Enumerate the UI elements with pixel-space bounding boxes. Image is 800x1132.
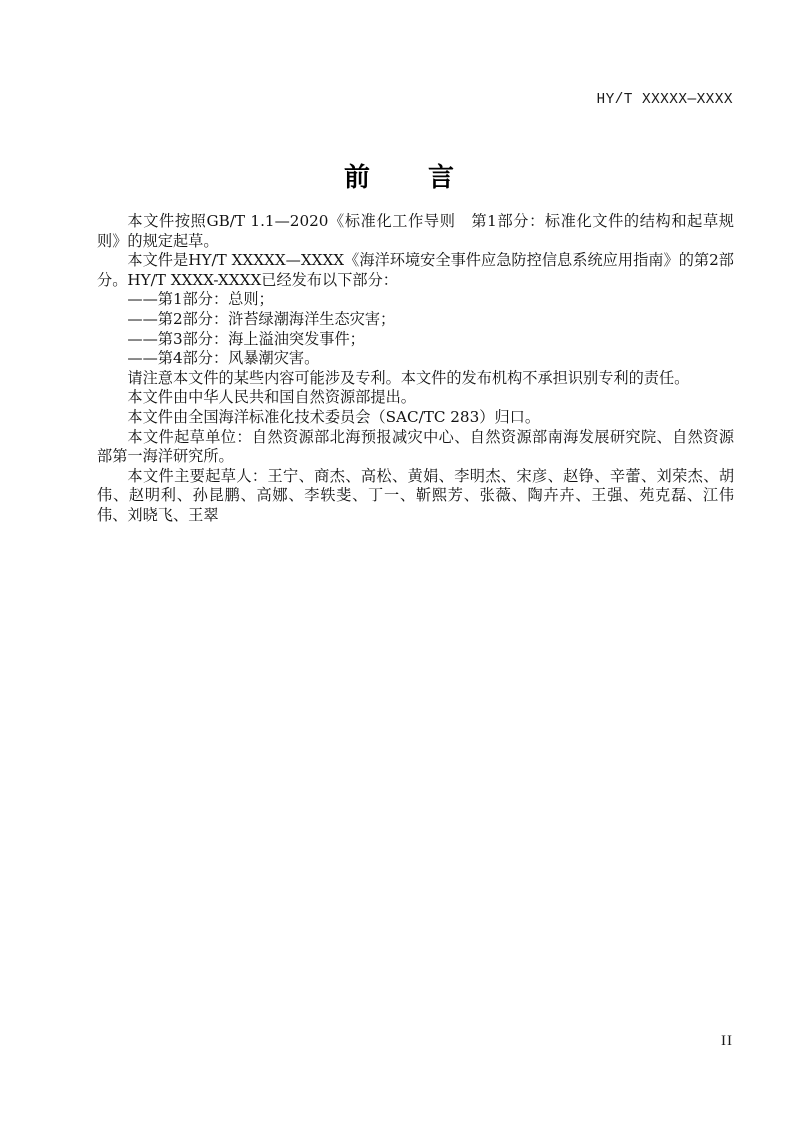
paragraph-drafting-organizations: 本文件起草单位：自然资源部北海预报减灾中心、自然资源部南海发展研究院、自然资源部第一海洋研究所。 [97,427,734,466]
page-header-standard-code: HY/T XXXXX—XXXX [596,92,733,108]
list-item: ——第1部分：总则； [127,290,274,309]
list-item: ——第3部分：海上溢油突发事件； [127,329,365,348]
paragraph-administered-by: 本文件由全国海洋标准化技术委员会（SAC/TC 283）归口。 [127,407,541,426]
paragraph-proposed-by: 本文件由中华人民共和国自然资源部提出。 [127,388,416,407]
foreword-body [97,212,734,526]
list-item: ——第2部分：浒苔绿潮海洋生态灾害； [127,309,396,328]
parts-list [97,290,734,368]
paragraph-series-intro: 本文件是HY/T XXXXX—XXXX《海洋环境安全事件应急防控信息系统应用指南》的第2部分。HY/T XXXX-XXXX已经发布以下部分： [97,251,734,289]
list-item: ——第4部分：风暴潮灾害。 [127,349,320,368]
paragraph-drafting-rules: 本文件按照GB/T 1.1—2020《标准化工作导则 第1部分：标准化文件的结构和起草规则》的规定起草。 [97,212,734,250]
page-number: II [721,1033,733,1049]
paragraph-main-drafters: 本文件主要起草人：王宁、商杰、高松、黄娟、李明杰、宋彦、赵铮、辛蕾、刘荣杰、胡伟、赵明利、孙昆鹏、高娜、李轶斐、丁一、靳熙芳、张薇、陶卉卉、王强、苑克磊、江伟伟、刘晓飞、王翠 [97,466,734,524]
paragraph-patent-notice: 请注意本文件的某些内容可能涉及专利。本文件的发布机构不承担识别专利的责任。 [127,368,690,387]
page-title: 前 言 [343,163,456,193]
